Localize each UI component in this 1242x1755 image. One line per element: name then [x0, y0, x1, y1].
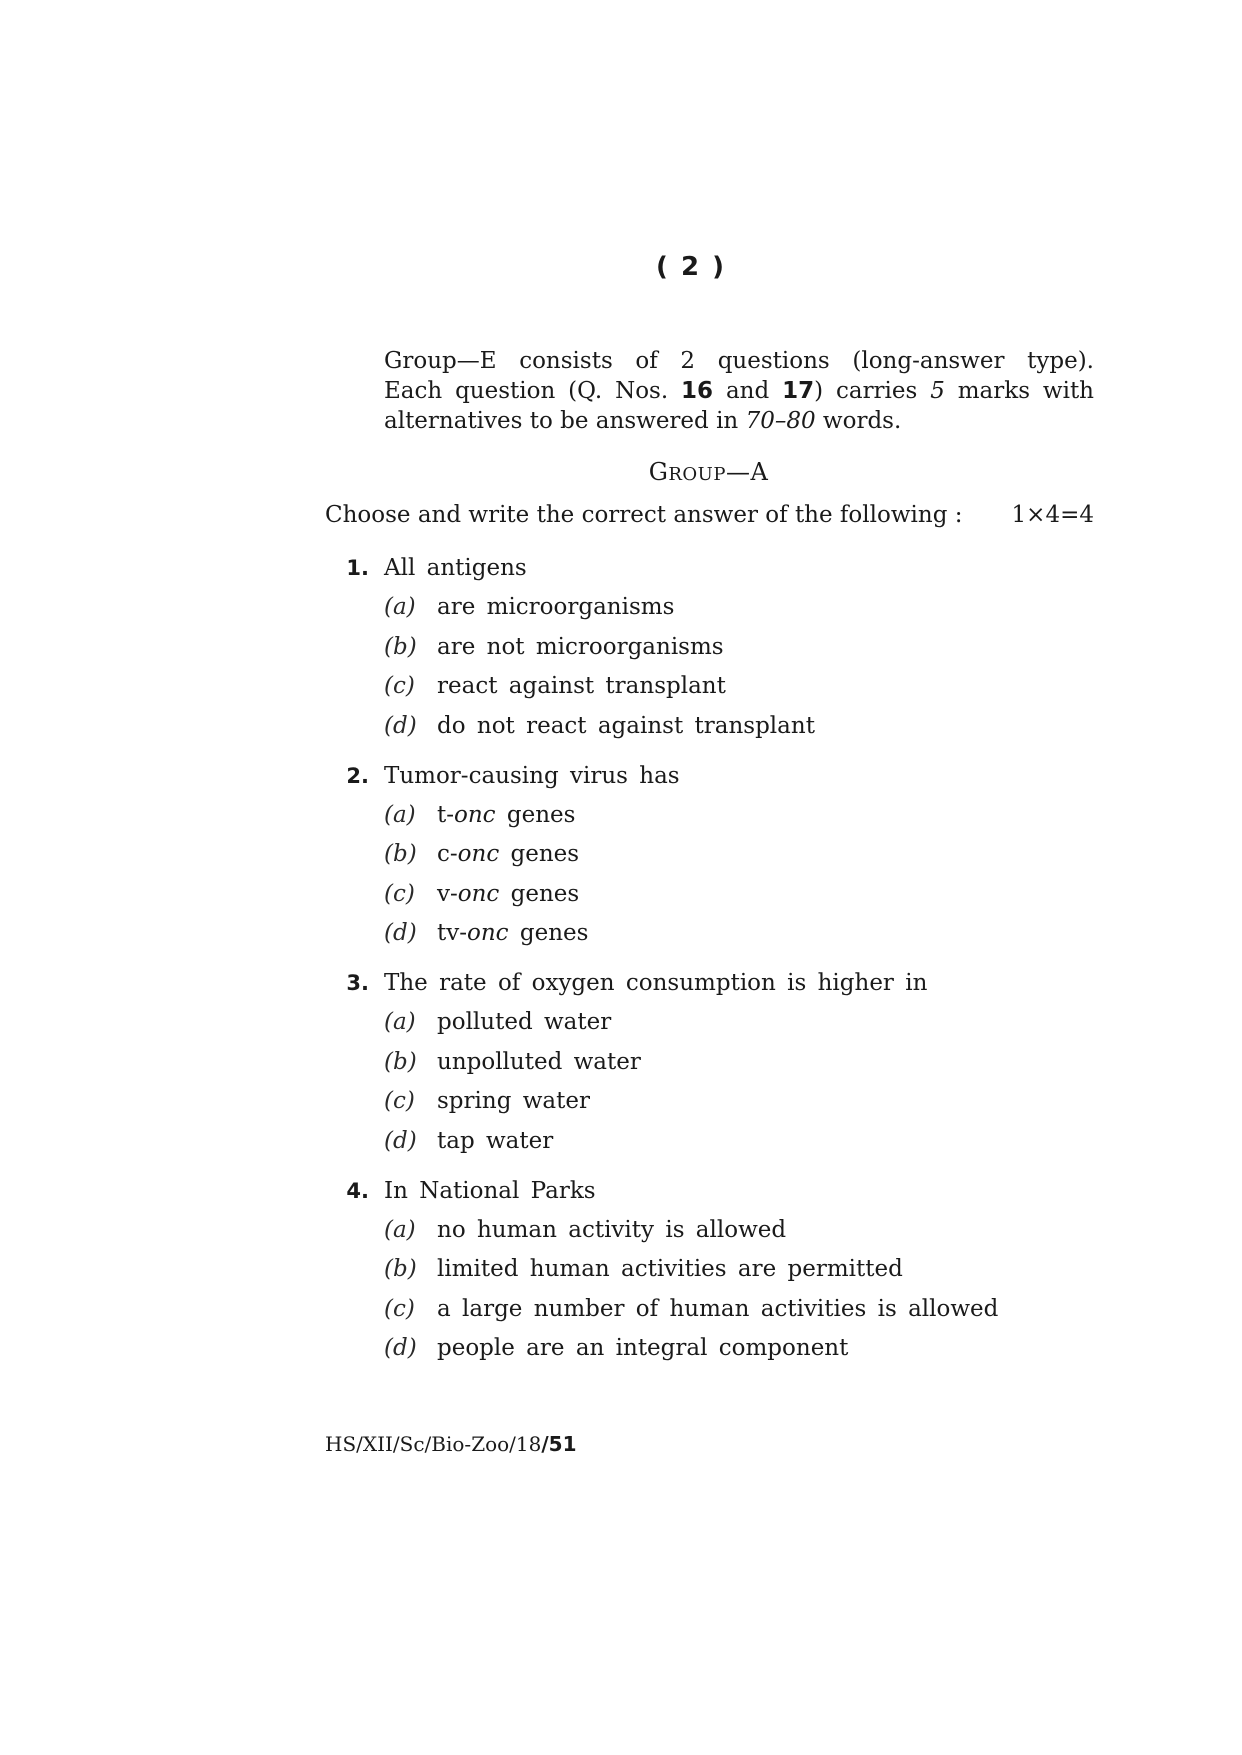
instruction-text: Choose and write the correct answer of the following :	[325, 502, 963, 528]
answer-option	[325, 1046, 1094, 1078]
option-label: (d)	[384, 1335, 417, 1361]
question-number: 2.	[346, 763, 369, 788]
intro-text: alternatives to be answered in	[384, 408, 746, 434]
option-italic: onc	[457, 880, 500, 907]
answer-option	[325, 1085, 1094, 1117]
answer-option	[325, 1125, 1094, 1157]
copy-count: /51	[541, 1432, 577, 1456]
option-label: (c)	[384, 673, 415, 699]
question-stem	[325, 967, 1094, 999]
answer-option	[325, 878, 1094, 910]
answer-option	[325, 631, 1094, 663]
intro-text: marks with	[944, 378, 1094, 404]
question-number: 4.	[346, 1178, 369, 1203]
answer-option	[325, 1293, 1094, 1325]
option-text: no human activity is allowed	[437, 1216, 787, 1243]
option-label: (b)	[384, 633, 417, 660]
option-text	[437, 878, 579, 910]
option-prefix: tv-	[437, 920, 468, 946]
marks-allocation: 1×4=4	[1011, 502, 1094, 528]
answer-option	[325, 799, 1094, 831]
intro-line-1: Group—E consists of 2 questions (long-answer type).	[384, 348, 1094, 374]
intro-line-3	[384, 406, 1094, 436]
intro-text: Each question (Q. Nos.	[384, 378, 682, 404]
heading-suffix: —A	[725, 458, 769, 486]
option-text	[437, 917, 588, 949]
option-text: spring water	[437, 1088, 590, 1114]
intro-line-2	[384, 376, 1094, 406]
option-text: people are an integral component	[437, 1335, 849, 1361]
option-text: are not microorganisms	[437, 633, 724, 660]
intro-text: and	[713, 378, 783, 404]
instructions-intro	[384, 346, 1094, 436]
option-label: (c)	[384, 1295, 415, 1322]
option-label: (c)	[384, 1088, 415, 1114]
heading-small-caps: ROUP	[668, 464, 726, 485]
answer-option	[325, 917, 1094, 949]
answer-option	[325, 670, 1094, 702]
paper-code-footer	[325, 1432, 577, 1456]
question-item	[325, 552, 1094, 742]
answer-option	[325, 1214, 1094, 1246]
answer-option	[325, 710, 1094, 742]
answer-option	[325, 1006, 1094, 1038]
question-text: All antigens	[384, 555, 527, 581]
option-italic: onc	[467, 920, 509, 946]
question-item	[325, 967, 1094, 1157]
question-item	[325, 760, 1094, 950]
question-text: Tumor-causing virus has	[384, 762, 680, 789]
question-number: 1.	[346, 556, 369, 580]
intro-text: words.	[815, 408, 902, 434]
option-italic: onc	[457, 841, 500, 867]
option-label: (a)	[384, 801, 416, 828]
option-label: (d)	[384, 1127, 417, 1154]
option-label: (b)	[384, 1048, 417, 1075]
question-number-ref: 16	[681, 378, 714, 404]
marks-value: 5	[930, 378, 945, 404]
answer-option	[325, 1332, 1094, 1364]
question-stem	[325, 552, 1094, 584]
question-number-ref: 17	[782, 378, 815, 404]
page-number: ( 2 )	[656, 252, 726, 282]
answer-option	[325, 838, 1094, 870]
answer-option	[325, 1253, 1094, 1285]
option-text: polluted water	[437, 1009, 612, 1035]
intro-text: ) carries	[814, 378, 931, 404]
option-text: unpolluted water	[437, 1048, 641, 1075]
section-instruction	[325, 500, 1094, 530]
option-prefix: c-	[437, 841, 458, 867]
option-text: react against transplant	[437, 673, 726, 699]
question-list	[325, 552, 1094, 1382]
answer-option	[325, 591, 1094, 623]
option-suffix: genes	[495, 801, 576, 828]
paper-code: HS/XII/Sc/Bio-Zoo/18	[325, 1432, 542, 1456]
option-text: do not react against transplant	[437, 712, 815, 739]
option-suffix: genes	[499, 841, 580, 867]
option-label: (a)	[384, 594, 416, 620]
option-text	[437, 799, 575, 831]
option-text: are microorganisms	[437, 594, 675, 620]
option-label: (b)	[384, 841, 417, 867]
option-text	[437, 838, 579, 870]
word-limit: 70–80	[745, 408, 816, 434]
option-text: tap water	[437, 1127, 554, 1154]
option-text: limited human activities are permitted	[437, 1256, 903, 1282]
option-label: (b)	[384, 1256, 417, 1282]
option-label: (d)	[384, 712, 417, 739]
option-italic: onc	[454, 801, 496, 828]
option-label: (d)	[384, 920, 417, 946]
question-stem	[325, 760, 1094, 792]
option-label: (c)	[384, 880, 415, 907]
option-suffix: genes	[508, 920, 589, 946]
heading-initial: G	[648, 458, 669, 486]
option-prefix: t-	[437, 801, 455, 828]
question-item	[325, 1175, 1094, 1365]
option-suffix: genes	[499, 880, 580, 907]
question-text: In National Parks	[384, 1177, 596, 1204]
option-prefix: v-	[437, 880, 458, 907]
option-label: (a)	[384, 1009, 416, 1035]
question-number: 3.	[346, 971, 369, 995]
question-text: The rate of oxygen consumption is higher in	[384, 970, 928, 996]
group-heading	[0, 458, 1242, 486]
option-label: (a)	[384, 1216, 416, 1243]
option-text: a large number of human activities is allowed	[437, 1295, 999, 1322]
question-stem	[325, 1175, 1094, 1207]
